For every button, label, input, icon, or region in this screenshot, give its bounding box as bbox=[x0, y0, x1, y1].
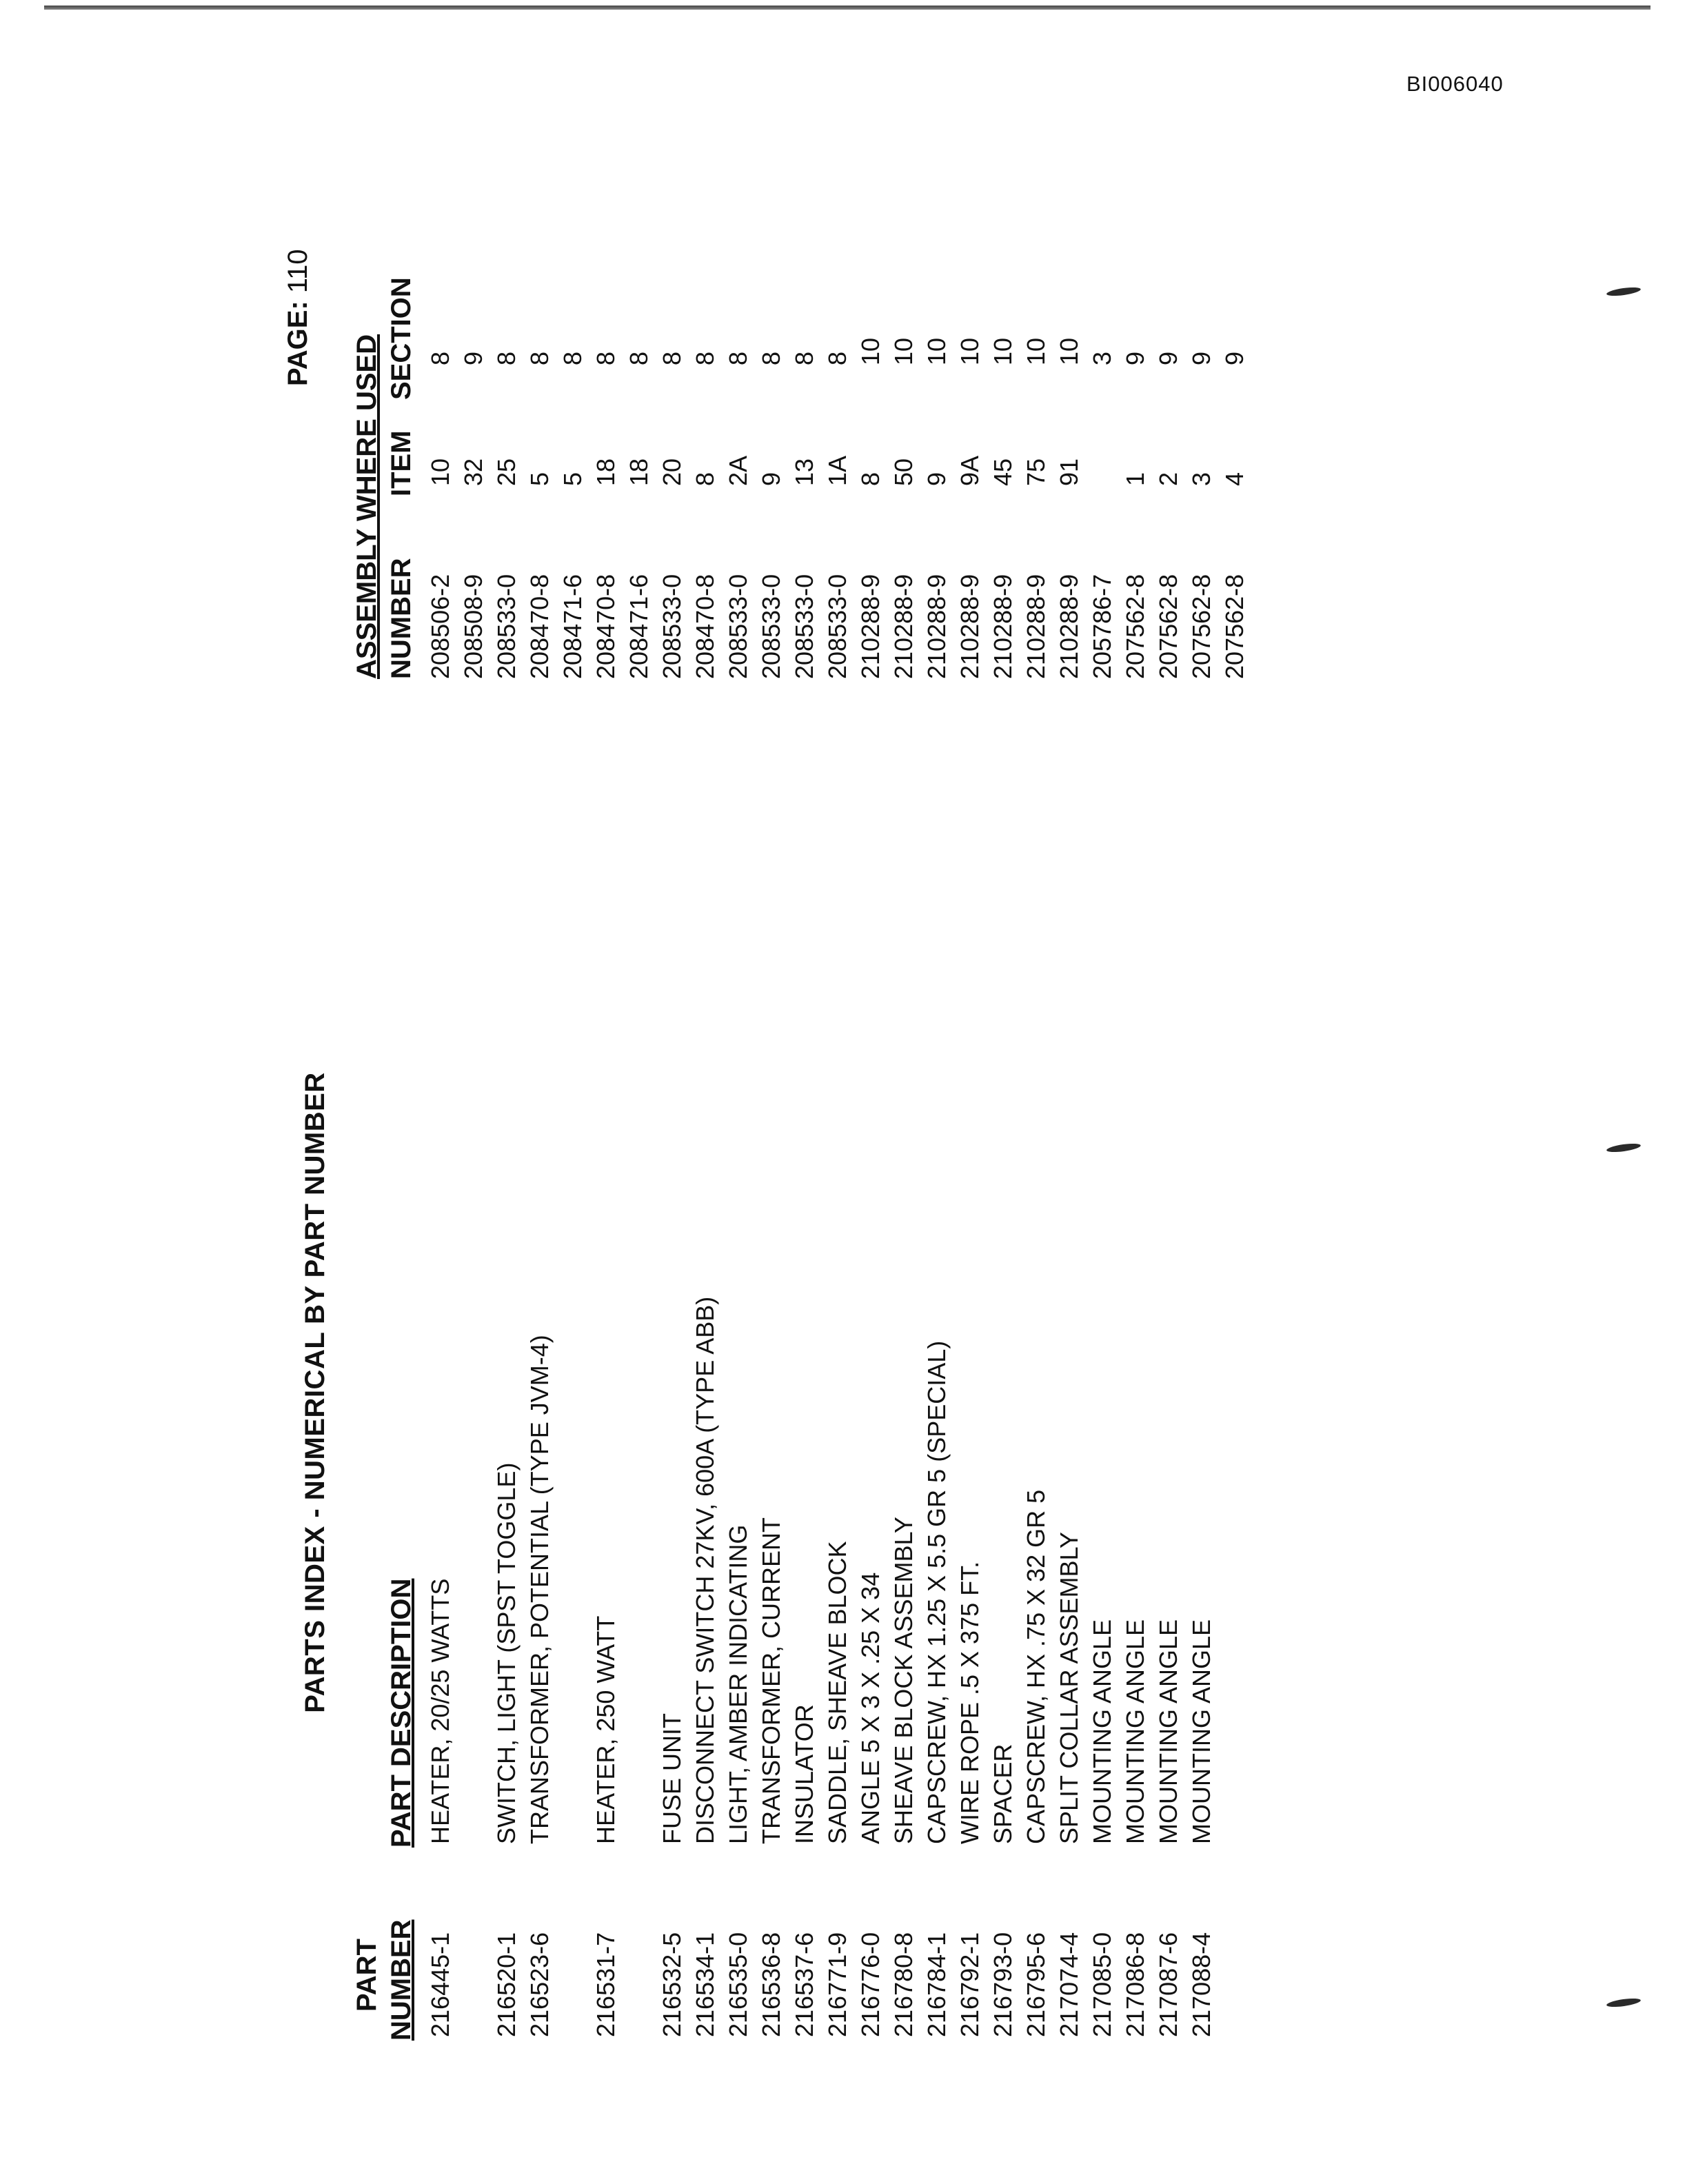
header-assembly-number: NUMBER bbox=[386, 558, 416, 679]
section-cell: 8 bbox=[823, 351, 851, 365]
part-number-cell: 216793-0 bbox=[989, 1932, 1017, 2037]
assembly-number-cell: 208470-8 bbox=[691, 574, 719, 679]
scan-mark bbox=[1606, 1997, 1642, 2009]
scan-mark bbox=[1606, 1142, 1642, 1154]
section-cell: 8 bbox=[658, 351, 686, 365]
section-cell: 10 bbox=[889, 337, 918, 365]
section-cell: 3 bbox=[1088, 351, 1116, 365]
section-cell: 8 bbox=[558, 351, 587, 365]
part-description-cell: HEATER, 20/25 WATTS bbox=[426, 1578, 454, 1844]
assembly-number-cell: 207562-8 bbox=[1187, 574, 1215, 679]
part-description-cell: LIGHT, AMBER INDICATING bbox=[724, 1524, 752, 1844]
assembly-number-cell: 210288-9 bbox=[856, 574, 885, 679]
section-cell: 9 bbox=[1121, 351, 1149, 365]
table-row bbox=[755, 248, 788, 2068]
part-description-cell: DISCONNECT SWITCH 27KV, 600A (TYPE ABB) bbox=[691, 1296, 719, 1844]
part-description-cell: CAPSCREW, HX 1.25 X 5.5 GR 5 (SPECIAL) bbox=[922, 1340, 951, 1844]
part-description-cell: CAPSCREW, HX .75 X 32 GR 5 bbox=[1022, 1489, 1050, 1844]
header-part-description: PART DESCRIPTION bbox=[386, 1578, 416, 1848]
item-cell: 4 bbox=[1220, 472, 1249, 486]
assembly-number-cell: 210288-9 bbox=[1022, 574, 1050, 679]
part-number-cell: 217087-6 bbox=[1154, 1932, 1182, 2037]
section-cell: 8 bbox=[691, 351, 719, 365]
section-cell: 8 bbox=[492, 351, 521, 365]
part-number-cell: 216534-1 bbox=[691, 1932, 719, 2037]
assembly-number-cell: 208471-6 bbox=[625, 574, 653, 679]
table-row bbox=[556, 248, 589, 2068]
item-cell: 8 bbox=[856, 472, 885, 486]
section-cell: 8 bbox=[426, 351, 454, 365]
part-number-cell: 216776-0 bbox=[856, 1932, 885, 2037]
part-description-cell: TRANSFORMER, CURRENT bbox=[757, 1517, 785, 1844]
section-cell: 8 bbox=[724, 351, 752, 365]
item-cell: 75 bbox=[1022, 458, 1050, 486]
table-row bbox=[821, 248, 854, 2068]
table-row bbox=[457, 248, 490, 2068]
table-row bbox=[953, 248, 987, 2068]
part-description-cell: TRANSFORMER, POTENTIAL (TYPE JVM-4) bbox=[525, 1335, 554, 1844]
table-row bbox=[523, 248, 556, 2068]
item-cell: 91 bbox=[1055, 458, 1083, 486]
header-part-top: PART bbox=[352, 1939, 382, 2012]
part-number-cell: 216523-6 bbox=[525, 1932, 554, 2037]
part-description-cell: SPACER bbox=[989, 1743, 1017, 1844]
item-cell: 9A bbox=[956, 455, 984, 486]
table-row bbox=[656, 248, 689, 2068]
assembly-number-cell: 208470-8 bbox=[525, 574, 554, 679]
table-row bbox=[1086, 248, 1119, 2068]
part-number-cell: 217086-8 bbox=[1121, 1932, 1149, 2037]
item-cell: 50 bbox=[889, 458, 918, 486]
scan-mark bbox=[1606, 286, 1642, 298]
part-number-cell: 216520-1 bbox=[492, 1932, 521, 2037]
assembly-number-cell: 210288-9 bbox=[989, 574, 1017, 679]
section-cell: 10 bbox=[922, 337, 951, 365]
table-row bbox=[424, 248, 457, 2068]
document-id: BI006040 bbox=[1406, 72, 1504, 96]
item-cell: 18 bbox=[592, 458, 620, 486]
assembly-number-cell: 208533-0 bbox=[492, 574, 521, 679]
part-number-cell: 216792-1 bbox=[956, 1932, 984, 2037]
part-description-cell: MOUNTING ANGLE bbox=[1187, 1619, 1215, 1844]
part-description-cell: SADDLE, SHEAVE BLOCK bbox=[823, 1541, 851, 1844]
assembly-number-cell: 210288-9 bbox=[889, 574, 918, 679]
assembly-number-cell: 208533-0 bbox=[823, 574, 851, 679]
part-description-cell: SPLIT COLLAR ASSEMBLY bbox=[1055, 1532, 1083, 1844]
part-description-cell: SHEAVE BLOCK ASSEMBLY bbox=[889, 1517, 918, 1844]
part-number-cell: 216535-0 bbox=[724, 1932, 752, 2037]
assembly-number-cell: 208533-0 bbox=[757, 574, 785, 679]
table-row bbox=[1119, 248, 1152, 2068]
table-row bbox=[1185, 248, 1218, 2068]
assembly-number-cell: 210288-9 bbox=[1055, 574, 1083, 679]
assembly-number-cell: 207562-8 bbox=[1121, 574, 1149, 679]
part-description-cell: INSULATOR bbox=[790, 1704, 818, 1844]
assembly-number-cell: 208470-8 bbox=[592, 574, 620, 679]
section-cell: 8 bbox=[790, 351, 818, 365]
header-item: ITEM bbox=[386, 430, 416, 496]
assembly-number-cell: 208471-6 bbox=[558, 574, 587, 679]
assembly-number-cell: 205786-7 bbox=[1088, 574, 1116, 679]
part-description-cell: WIRE ROPE .5 X 375 FT. bbox=[956, 1561, 984, 1844]
item-cell: 9 bbox=[922, 472, 951, 486]
item-cell: 3 bbox=[1187, 472, 1215, 486]
section-cell: 10 bbox=[1055, 337, 1083, 365]
item-cell: 13 bbox=[790, 458, 818, 486]
item-cell: 25 bbox=[492, 458, 521, 486]
item-cell: 1A bbox=[823, 455, 851, 486]
part-number-cell: 216771-9 bbox=[823, 1932, 851, 2037]
header-part-number: NUMBER bbox=[386, 1919, 416, 2041]
part-number-cell: 216445-1 bbox=[426, 1932, 454, 2037]
table-row bbox=[490, 248, 523, 2068]
item-cell: 32 bbox=[459, 458, 487, 486]
part-number-cell: 216536-8 bbox=[757, 1932, 785, 2037]
page-title: PARTS INDEX - NUMERICAL BY PART NUMBER bbox=[300, 1072, 330, 1713]
part-description-cell: MOUNTING ANGLE bbox=[1154, 1619, 1182, 1844]
part-number-cell: 216784-1 bbox=[922, 1932, 951, 2037]
part-description-cell: MOUNTING ANGLE bbox=[1121, 1619, 1149, 1844]
table-row bbox=[987, 248, 1020, 2068]
table-row bbox=[689, 248, 722, 2068]
item-cell: 20 bbox=[658, 458, 686, 486]
part-number-cell: 216531-7 bbox=[592, 1932, 620, 2037]
item-cell: 5 bbox=[525, 472, 554, 486]
part-description-cell: FUSE UNIT bbox=[658, 1712, 686, 1844]
assembly-number-cell: 210288-9 bbox=[922, 574, 951, 679]
item-cell: 1 bbox=[1121, 472, 1149, 486]
item-cell: 8 bbox=[691, 472, 719, 486]
section-cell: 8 bbox=[525, 351, 554, 365]
part-description-cell: MOUNTING ANGLE bbox=[1088, 1619, 1116, 1844]
part-description-cell: ANGLE 5 X 3 X .25 X 34 bbox=[856, 1572, 885, 1844]
section-cell: 10 bbox=[989, 337, 1017, 365]
table-row bbox=[623, 248, 656, 2068]
section-cell: 8 bbox=[592, 351, 620, 365]
assembly-number-cell: 210288-9 bbox=[956, 574, 984, 679]
table-row bbox=[1053, 248, 1086, 2068]
section-cell: 9 bbox=[459, 351, 487, 365]
section-cell: 10 bbox=[956, 337, 984, 365]
rotated-page-content bbox=[276, 248, 1310, 2068]
page-label: PAGE: bbox=[283, 301, 313, 386]
item-cell: 45 bbox=[989, 458, 1017, 486]
item-cell: 9 bbox=[757, 472, 785, 486]
item-cell: 10 bbox=[426, 458, 454, 486]
assembly-number-cell: 207562-8 bbox=[1154, 574, 1182, 679]
assembly-number-cell: 208533-0 bbox=[790, 574, 818, 679]
table-row bbox=[854, 248, 887, 2068]
part-number-cell: 216795-6 bbox=[1022, 1932, 1050, 2037]
part-number-cell: 217074-4 bbox=[1055, 1932, 1083, 2037]
assembly-number-cell: 208508-9 bbox=[459, 574, 487, 679]
part-number-cell: 216537-6 bbox=[790, 1932, 818, 2037]
part-description-cell: HEATER, 250 WATT bbox=[592, 1615, 620, 1844]
page-value: 110 bbox=[283, 249, 313, 294]
section-cell: 9 bbox=[1154, 351, 1182, 365]
part-number-cell: 217085-0 bbox=[1088, 1932, 1116, 2037]
header-assembly-where-used: ASSEMBLY WHERE USED bbox=[352, 334, 382, 679]
section-cell: 8 bbox=[625, 351, 653, 365]
section-cell: 9 bbox=[1187, 351, 1215, 365]
part-number-cell: 217088-4 bbox=[1187, 1932, 1215, 2037]
table-row bbox=[1152, 248, 1185, 2068]
part-description-cell: SWITCH, LIGHT (SPST TOGGLE) bbox=[492, 1462, 521, 1844]
part-number-cell: 216780-8 bbox=[889, 1932, 918, 2037]
table-row bbox=[589, 248, 623, 2068]
assembly-number-cell: 207562-8 bbox=[1220, 574, 1249, 679]
top-scan-rule bbox=[44, 6, 1650, 10]
assembly-number-cell: 208506-2 bbox=[426, 574, 454, 679]
table-row bbox=[1218, 248, 1251, 2068]
assembly-number-cell: 208533-0 bbox=[724, 574, 752, 679]
item-cell: 18 bbox=[625, 458, 653, 486]
item-cell: 2 bbox=[1154, 472, 1182, 486]
page-number bbox=[283, 249, 314, 386]
table-row bbox=[920, 248, 953, 2068]
section-cell: 10 bbox=[856, 337, 885, 365]
section-cell: 8 bbox=[757, 351, 785, 365]
assembly-number-cell: 208533-0 bbox=[658, 574, 686, 679]
table-row bbox=[788, 248, 821, 2068]
table-row bbox=[722, 248, 755, 2068]
section-cell: 9 bbox=[1220, 351, 1249, 365]
item-cell: 5 bbox=[558, 472, 587, 486]
item-cell: 2A bbox=[724, 455, 752, 486]
table-row bbox=[1020, 248, 1053, 2068]
section-cell: 10 bbox=[1022, 337, 1050, 365]
header-section: SECTION bbox=[386, 277, 416, 400]
part-number-cell: 216532-5 bbox=[658, 1932, 686, 2037]
table-row bbox=[887, 248, 920, 2068]
